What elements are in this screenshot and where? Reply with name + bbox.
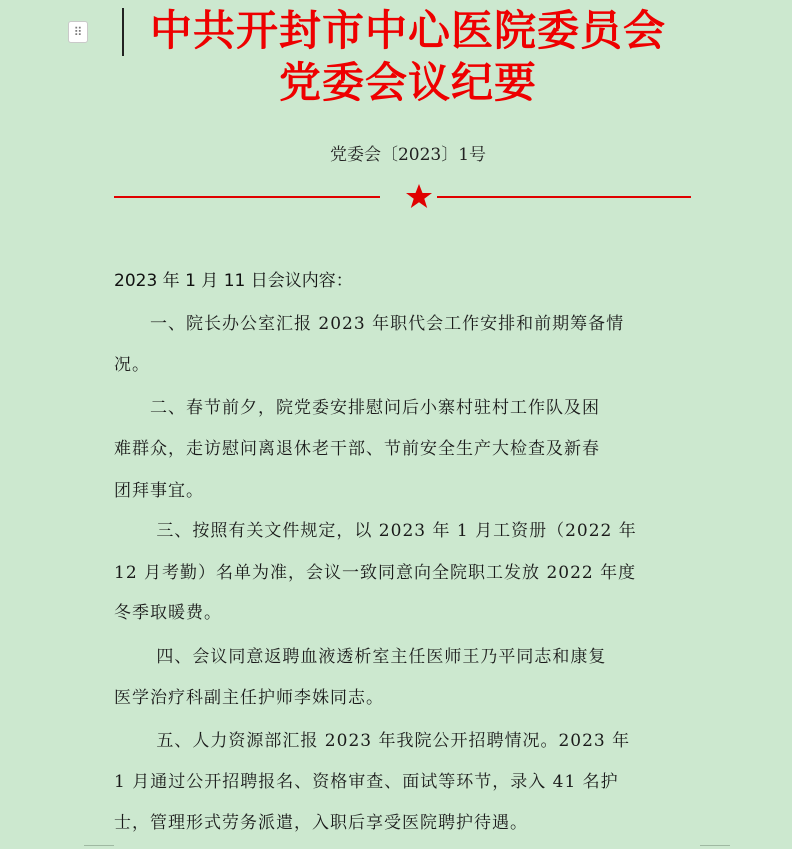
item-1-line-2: 况。 <box>114 355 150 375</box>
red-rule-left <box>114 196 380 198</box>
meeting-date-heading: 2023 年 1 月 11 日会议内容： <box>114 271 353 291</box>
item-3-line-2: 12 月考勤）名单为准，会议一致同意向全院职工发放 2022 年度 <box>114 563 637 583</box>
item-3-line-1: 三、按照有关文件规定，以 2023 年 1 月工资册（2022 年 <box>114 521 637 541</box>
document-title-line-2: 党委会议纪要 <box>278 58 537 107</box>
item-4-line-2: 医学治疗科副主任护师李姝同志。 <box>114 688 384 708</box>
item-5-line-3: 士，管理形式劳务派遣，入职后享受医院聘护待遇。 <box>114 813 528 833</box>
item-5-line-1: 五、人力资源部汇报 2023 年我院公开招聘情况。2023 年 <box>114 731 631 751</box>
document-title-line-1: 中共开封市中心医院委员会 <box>149 6 666 55</box>
item-3-line-3: 冬季取暖费。 <box>114 603 222 623</box>
item-2-line-1: 二、春节前夕，院党委安排慰问后小寨村驻村工作队及困 <box>114 398 600 418</box>
page-corner-mark-left <box>84 845 114 846</box>
page-corner-mark-right <box>700 845 730 846</box>
item-1-line-1: 一、院长办公室汇报 2023 年职代会工作安排和前期筹备情 <box>114 314 625 334</box>
item-2-line-2: 难群众，走访慰问离退休老干部、节前安全生产大检查及新春 <box>114 439 600 459</box>
star-icon <box>404 182 434 212</box>
drag-handle-icon[interactable]: ⠿ <box>68 21 88 43</box>
document-number: 党委会〔2023〕1号 <box>329 145 487 165</box>
item-2-line-3: 团拜事宜。 <box>114 481 204 501</box>
item-5-line-2: 1 月通过公开招聘报名、资格审查、面试等环节，录入 41 名护 <box>114 772 619 792</box>
item-4-line-1: 四、会议同意返聘血液透析室主任医师王乃平同志和康复 <box>114 647 607 667</box>
red-rule-right <box>437 196 691 198</box>
